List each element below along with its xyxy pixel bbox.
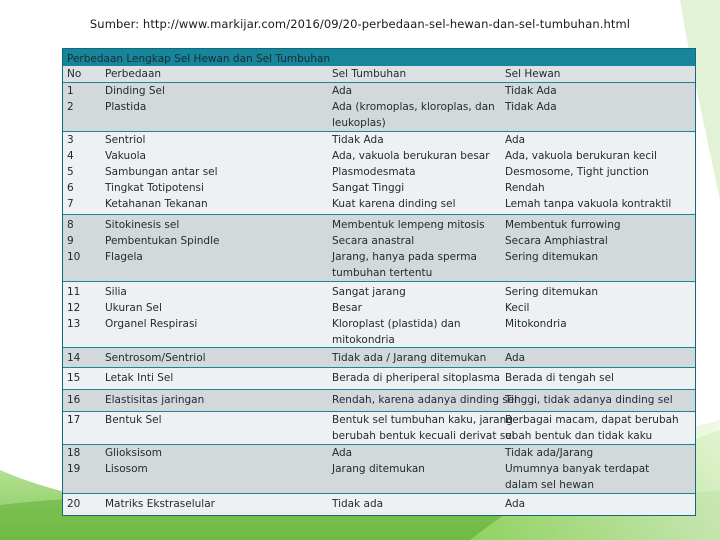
cell-sel-tumbuhan: Jarang, hanya pada sperma — [332, 251, 477, 263]
table-row — [63, 445, 695, 493]
cell-perbedaan: Silia — [105, 286, 127, 298]
cell-perbedaan: Vakuola — [105, 150, 146, 162]
cell-sel-tumbuhan: Kuat karena dinding sel — [332, 198, 456, 210]
cell-sel-tumbuhan: berubah bentuk kecuali derivat sel — [332, 430, 515, 442]
cell-sel-tumbuhan: Plasmodesmata — [332, 166, 416, 178]
cell-sel-tumbuhan: Secara anastral — [332, 235, 415, 247]
cell-perbedaan: Organel Respirasi — [105, 318, 198, 330]
cell-sel-hewan: Berada di tengah sel — [505, 372, 614, 384]
cell-sel-tumbuhan: Sangat jarang — [332, 286, 406, 298]
cell-sel-tumbuhan: Sangat Tinggi — [332, 182, 405, 194]
cell-perbedaan: Ukuran Sel — [105, 302, 162, 314]
table-row — [63, 412, 695, 444]
cell-no: 4 — [67, 150, 74, 162]
cell-no: 19 — [67, 463, 81, 475]
table-row — [63, 368, 695, 389]
table-row — [63, 348, 695, 367]
cell-sel-hewan: Desmosome, Tight junction — [505, 166, 649, 178]
cell-sel-tumbuhan: Tidak Ada — [332, 134, 384, 146]
cell-sel-hewan: Tidak Ada — [505, 85, 557, 97]
cell-sel-tumbuhan: Rendah, karena adanya dinding sel — [332, 394, 518, 406]
cell-no: 12 — [67, 302, 81, 314]
cell-sel-hewan: Sering ditemukan — [505, 286, 599, 298]
cell-perbedaan: Sitokinesis sel — [105, 219, 180, 231]
header-sel-hewan: Sel Hewan — [505, 68, 561, 80]
cell-no: 11 — [67, 286, 81, 298]
table-title: Perbedaan Lengkap Sel Hewan dan Sel Tumbuhan — [67, 53, 331, 65]
cell-no: 18 — [67, 447, 81, 459]
cell-sel-hewan: Tidak Ada — [505, 101, 557, 113]
cell-perbedaan: Letak Inti Sel — [105, 372, 174, 384]
cell-no: 16 — [67, 394, 81, 406]
cell-sel-hewan: Berbagai macam, dapat berubah — [505, 414, 679, 426]
cell-no: 8 — [67, 219, 74, 231]
cell-sel-hewan: Ada — [505, 352, 526, 364]
cell-sel-hewan: Umumnya banyak terdapat — [505, 463, 650, 475]
table-row — [63, 390, 695, 411]
cell-sel-hewan: ubah bentuk dan tidak kaku — [505, 430, 653, 442]
cell-perbedaan: Dinding Sel — [105, 85, 165, 97]
cell-perbedaan: Pembentukan Spindle — [105, 235, 220, 247]
table-header-row — [63, 66, 695, 82]
cell-sel-tumbuhan: Jarang ditemukan — [332, 463, 425, 475]
cell-no: 9 — [67, 235, 74, 247]
cell-sel-hewan: Mitokondria — [505, 318, 567, 330]
cell-perbedaan: Elastisitas jaringan — [105, 394, 205, 406]
cell-sel-tumbuhan: Ada — [332, 447, 353, 459]
cell-no: 15 — [67, 372, 81, 384]
cell-sel-tumbuhan: Ada (kromoplas, kloroplas, dan — [332, 101, 495, 113]
cell-perbedaan: Ketahanan Tekanan — [105, 198, 208, 210]
cell-sel-tumbuhan: Kloroplast (plastida) dan — [332, 318, 461, 330]
cell-no: 1 — [67, 85, 74, 97]
cell-sel-hewan: Rendah — [505, 182, 545, 194]
cell-perbedaan: Bentuk Sel — [105, 414, 162, 426]
table-row — [63, 83, 695, 131]
cell-no: 17 — [67, 414, 81, 426]
comparison-table — [62, 48, 696, 516]
table-row — [63, 215, 695, 281]
cell-sel-tumbuhan: tumbuhan tertentu — [332, 267, 433, 279]
cell-no: 3 — [67, 134, 74, 146]
cell-no: 7 — [67, 198, 74, 210]
cell-sel-hewan: Ada, vakuola berukuran kecil — [505, 150, 657, 162]
cell-sel-hewan: Lemah tanpa vakuola kontraktil — [505, 198, 672, 210]
table-row — [63, 282, 695, 347]
cell-perbedaan: Matriks Ekstraselular — [105, 498, 215, 510]
cell-sel-tumbuhan: Tidak ada / Jarang ditemukan — [332, 352, 487, 364]
cell-sel-tumbuhan: mitokondria — [332, 334, 395, 346]
cell-no: 5 — [67, 166, 74, 178]
cell-sel-hewan: Ada — [505, 498, 526, 510]
cell-perbedaan: Sentrosom/Sentriol — [105, 352, 206, 364]
cell-sel-tumbuhan: Ada, vakuola berukuran besar — [332, 150, 490, 162]
cell-perbedaan: Sentriol — [105, 134, 146, 146]
cell-sel-tumbuhan: Besar — [332, 302, 362, 314]
cell-perbedaan: Tingkat Totipotensi — [105, 182, 204, 194]
cell-sel-tumbuhan: Bentuk sel tumbuhan kaku, jarang — [332, 414, 513, 426]
header-perbedaan: Perbedaan — [105, 68, 162, 80]
cell-sel-hewan: Secara Amphiastral — [505, 235, 608, 247]
cell-sel-hewan: Tinggi, tidak adanya dinding sel — [505, 394, 673, 406]
table-row — [63, 494, 695, 515]
cell-sel-tumbuhan: Membentuk lempeng mitosis — [332, 219, 485, 231]
cell-sel-tumbuhan: leukoplas) — [332, 117, 386, 129]
cell-sel-tumbuhan: Tidak ada — [332, 498, 384, 510]
cell-perbedaan: Flagela — [105, 251, 143, 263]
cell-sel-hewan: Sering ditemukan — [505, 251, 599, 263]
cell-no: 13 — [67, 318, 81, 330]
cell-no: 6 — [67, 182, 74, 194]
cell-sel-tumbuhan: Berada di pheriperal sitoplasma — [332, 372, 500, 384]
cell-perbedaan: Sambungan antar sel — [105, 166, 218, 178]
cell-no: 10 — [67, 251, 81, 263]
cell-sel-hewan: Kecil — [505, 302, 530, 314]
cell-perbedaan: Plastida — [105, 101, 147, 113]
header-sel-tumbuhan: Sel Tumbuhan — [332, 68, 407, 80]
header-no: No — [67, 68, 82, 80]
cell-sel-hewan: Membentuk furrowing — [505, 219, 621, 231]
cell-sel-hewan: dalam sel hewan — [505, 479, 594, 491]
cell-sel-tumbuhan: Ada — [332, 85, 353, 97]
cell-perbedaan: Lisosom — [105, 463, 148, 475]
cell-no: 2 — [67, 101, 74, 113]
cell-sel-hewan: Ada — [505, 134, 526, 146]
table-row — [63, 132, 695, 214]
source-caption: Sumber: http://www.markijar.com/2016/09/20-perbedaan-sel-hewan-dan-sel-tumbuhan.html — [89, 17, 631, 31]
cell-perbedaan: Glioksisom — [105, 447, 162, 459]
cell-no: 20 — [67, 498, 81, 510]
cell-no: 14 — [67, 352, 81, 364]
cell-sel-hewan: Tidak ada/Jarang — [505, 447, 594, 459]
